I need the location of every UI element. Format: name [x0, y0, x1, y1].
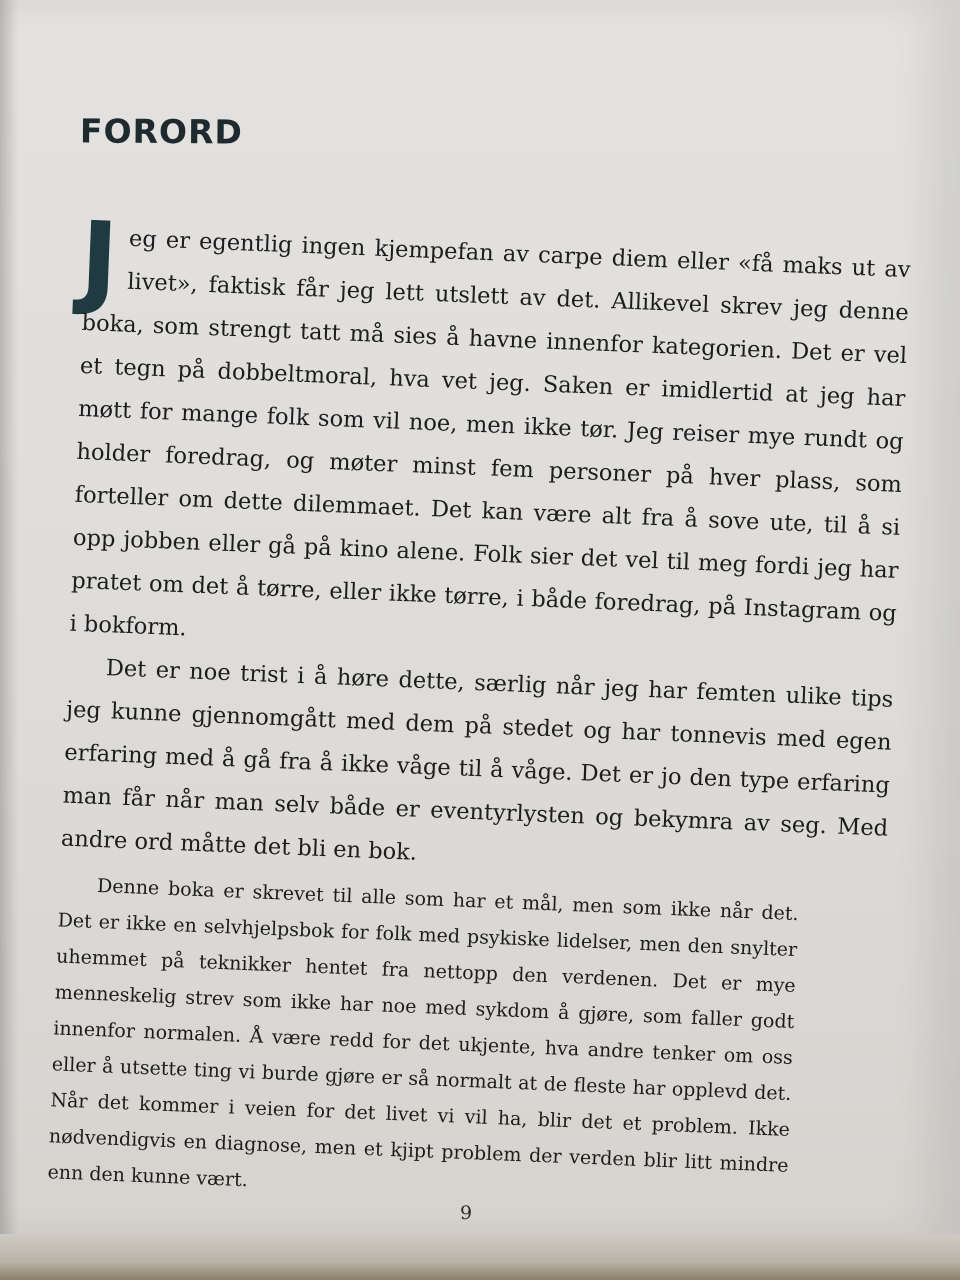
chapter-title: FORORD [79, 111, 244, 152]
paragraph-1-text: eg er egentlig ingen kjempefan av carpe diem eller «få maks ut av livet», faktisk får jeg lett utslett av det. Allikevel skrev jeg denne boka, som strengt tatt må sies å havne innenfor kategorien. Det er vel et tegn på dobbeltmoral, hva vet jeg. Saken er imidlertid at jeg har møtt for mange folk som vil noe, men ikke tør. Jeg reiser mye rundt og holder foredrag, og møter minst fem personer på hver plass, som forteller om dette dilemmaet. Det kan være alt fra å sove ute, til å si opp jobben eller gå på kino alene. Folk sier det vel til meg fordi jeg har pratet om det å tørre, eller ikke tørre, i både foredrag, på Instagram og i bokform. [69, 225, 912, 642]
paragraph-3: Denne boka er skrevet til alle som har et mål, men som ikke når det. Det er ikke en selvhjelpsbok for folk med psykiske lidelser, men den snylter uhemmet på teknikker hentet fra nettopp den verdenen. Det er mye menneskelig strev som ikke har noe med sykdom å gjøre, som faller godt innenfor normalen. Å være redd for det ukjente, hva andre tenker om oss eller å utsette ting vi burde gjøre er så normalt at de fleste har opplevd det. Når det kommer i veien for det livet vi vil ha, blir det et problem. Ikke nødvendigvis en diagnose, men et kjipt problem der verden blir litt mindre enn den kunne vært. [47, 874, 799, 1192]
page-number: 9 [460, 1202, 473, 1224]
paragraph-2: Det er noe trist i å høre dette, særlig når jeg har femten ulike tips jeg kunne gjennomgått med dem på stedet og har tonnevis med egen erfaring med å gå fra å ikke våge til å våge. Det er jo den type erfaring man får når man selv både er eventyrlysten og bekymra av seg. Med andre ord måtte det bli en bok. [60, 655, 894, 866]
paragraph-1 [69, 199, 912, 679]
drop-cap: J [77, 199, 121, 321]
body-text [47, 199, 912, 1223]
spine-shadow [0, 0, 18, 1240]
page-bottom-edge [0, 1234, 960, 1280]
